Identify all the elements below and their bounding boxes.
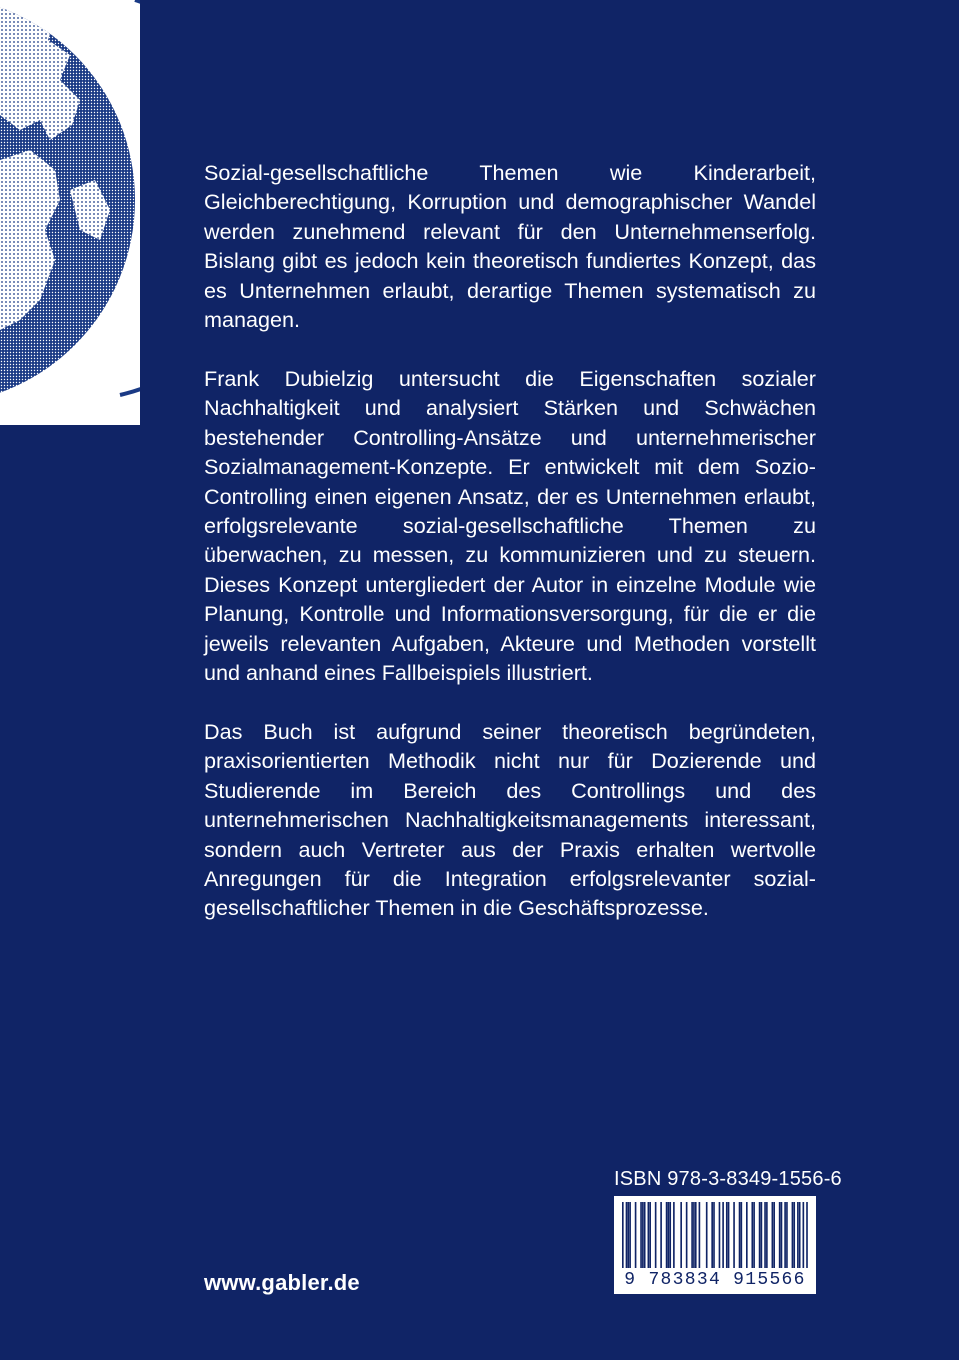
blurb-paragraph-3: Das Buch ist aufgrund seiner theoretisch begründeten, praxisorientierten Methodik nicht nur für Dozierende und Studierende im Bereich des Controllings und des unternehmerischen Nachhaltigkeitsmanagements interessant, sondern auch Vertreter aus der Praxis erhalten wertvolle Anregungen für die Integration erfolgsrelevanter sozial-gesellschaftlicher Themen in die Geschäftsprozesse. [204, 718, 816, 921]
barcode-bar [699, 1202, 701, 1268]
barcode-bar [753, 1202, 755, 1268]
barcode-bar [772, 1202, 774, 1268]
barcode-bar [773, 1202, 775, 1268]
barcode-bar [779, 1202, 781, 1268]
barcode-bar [766, 1202, 768, 1268]
blurb-text [204, 158, 816, 923]
barcode-bar [686, 1202, 688, 1268]
barcode-bar [680, 1202, 682, 1268]
barcode-bar [741, 1202, 743, 1268]
barcode-bar [751, 1202, 753, 1268]
barcode-bar [793, 1202, 795, 1268]
barcode [614, 1196, 816, 1294]
barcode-bar [784, 1202, 786, 1268]
barcode-bar [648, 1202, 650, 1268]
barcode-bar [806, 1202, 808, 1268]
barcode-bar [635, 1202, 637, 1268]
blurb-paragraph-1: Sozial-gesellschaftliche Themen wie Kinderarbeit, Gleichberechtigung, Korruption und demographischer Wandel werden zunehmend relevant für den Unternehmenserfolg. Bislang gibt es jedoch kein theoretisch fundiertes Konzept, das es Unternehmen erlaubt, derartige Themen systematisch zu managen. [204, 160, 816, 333]
barcode-bar [640, 1202, 642, 1268]
barcode-bar [706, 1202, 708, 1268]
barcode-bar [673, 1202, 675, 1268]
barcode-bar [693, 1202, 695, 1268]
blurb-paragraph-2: Frank Dubielzig untersucht die Eigenschaften sozialer Nachhaltigkeit und analysiert Stärken und Schwächen bestehender Controlling-Ansätze und unternehmerischer Sozialmanagement-Konzepte. Er entwickelt mit dem Sozio-Controlling einen eigenen Ansatz, der es Unternehmen erlaubt, erfolgsrelevante sozial-gesellschaftliche Themen zu überwachen, zu messen, zu kommunizieren und zu steuern. Dieses Konzept untergliedert der Autor in einzelne Module wie Planung, Kontrolle und Informationsversorgung, für die er die jeweils relevanten Aufgaben, Akteure und Methoden vorstellt und anhand eines Fallbeispiels illustriert. [204, 365, 816, 685]
barcode-bar [728, 1202, 730, 1268]
barcode-bar [711, 1202, 713, 1268]
barcode-bar [726, 1202, 728, 1268]
barcode-bar [792, 1202, 794, 1268]
barcode-bar [691, 1202, 693, 1268]
barcode-bar [781, 1202, 783, 1268]
barcode-bar [739, 1202, 741, 1268]
barcode-bar [746, 1202, 748, 1268]
barcode-bar [695, 1202, 697, 1268]
barcode-bar [764, 1202, 766, 1268]
barcode-bar [719, 1202, 721, 1268]
barcode-bar [797, 1202, 799, 1268]
barcode-bar [759, 1202, 761, 1268]
barcode-bar [666, 1202, 668, 1268]
barcode-bar [649, 1202, 651, 1268]
globe-illustration [0, 0, 140, 425]
isbn-label: ISBN 978-3-8349-1556-6 [614, 1168, 842, 1190]
barcode-bar [668, 1202, 670, 1268]
barcode-bar [733, 1202, 735, 1268]
barcode-bar [642, 1202, 644, 1268]
barcode-bar [627, 1202, 629, 1268]
barcode-bar [622, 1202, 624, 1268]
barcode-bar [629, 1202, 631, 1268]
barcode-bar [713, 1202, 715, 1268]
barcode-bar [660, 1202, 662, 1268]
barcode-bar [761, 1202, 763, 1268]
barcode-bar [786, 1202, 788, 1268]
barcode-bar [655, 1202, 657, 1268]
barcode-bar [626, 1202, 628, 1268]
barcode-bar [799, 1202, 801, 1268]
barcode-bar [803, 1202, 805, 1268]
barcode-bar [669, 1202, 671, 1268]
barcode-bar [722, 1202, 724, 1268]
barcode-bar [644, 1202, 646, 1268]
barcode-digits: 9 783834 915566 [624, 1270, 806, 1290]
publisher-website: www.gabler.de [204, 1270, 360, 1295]
